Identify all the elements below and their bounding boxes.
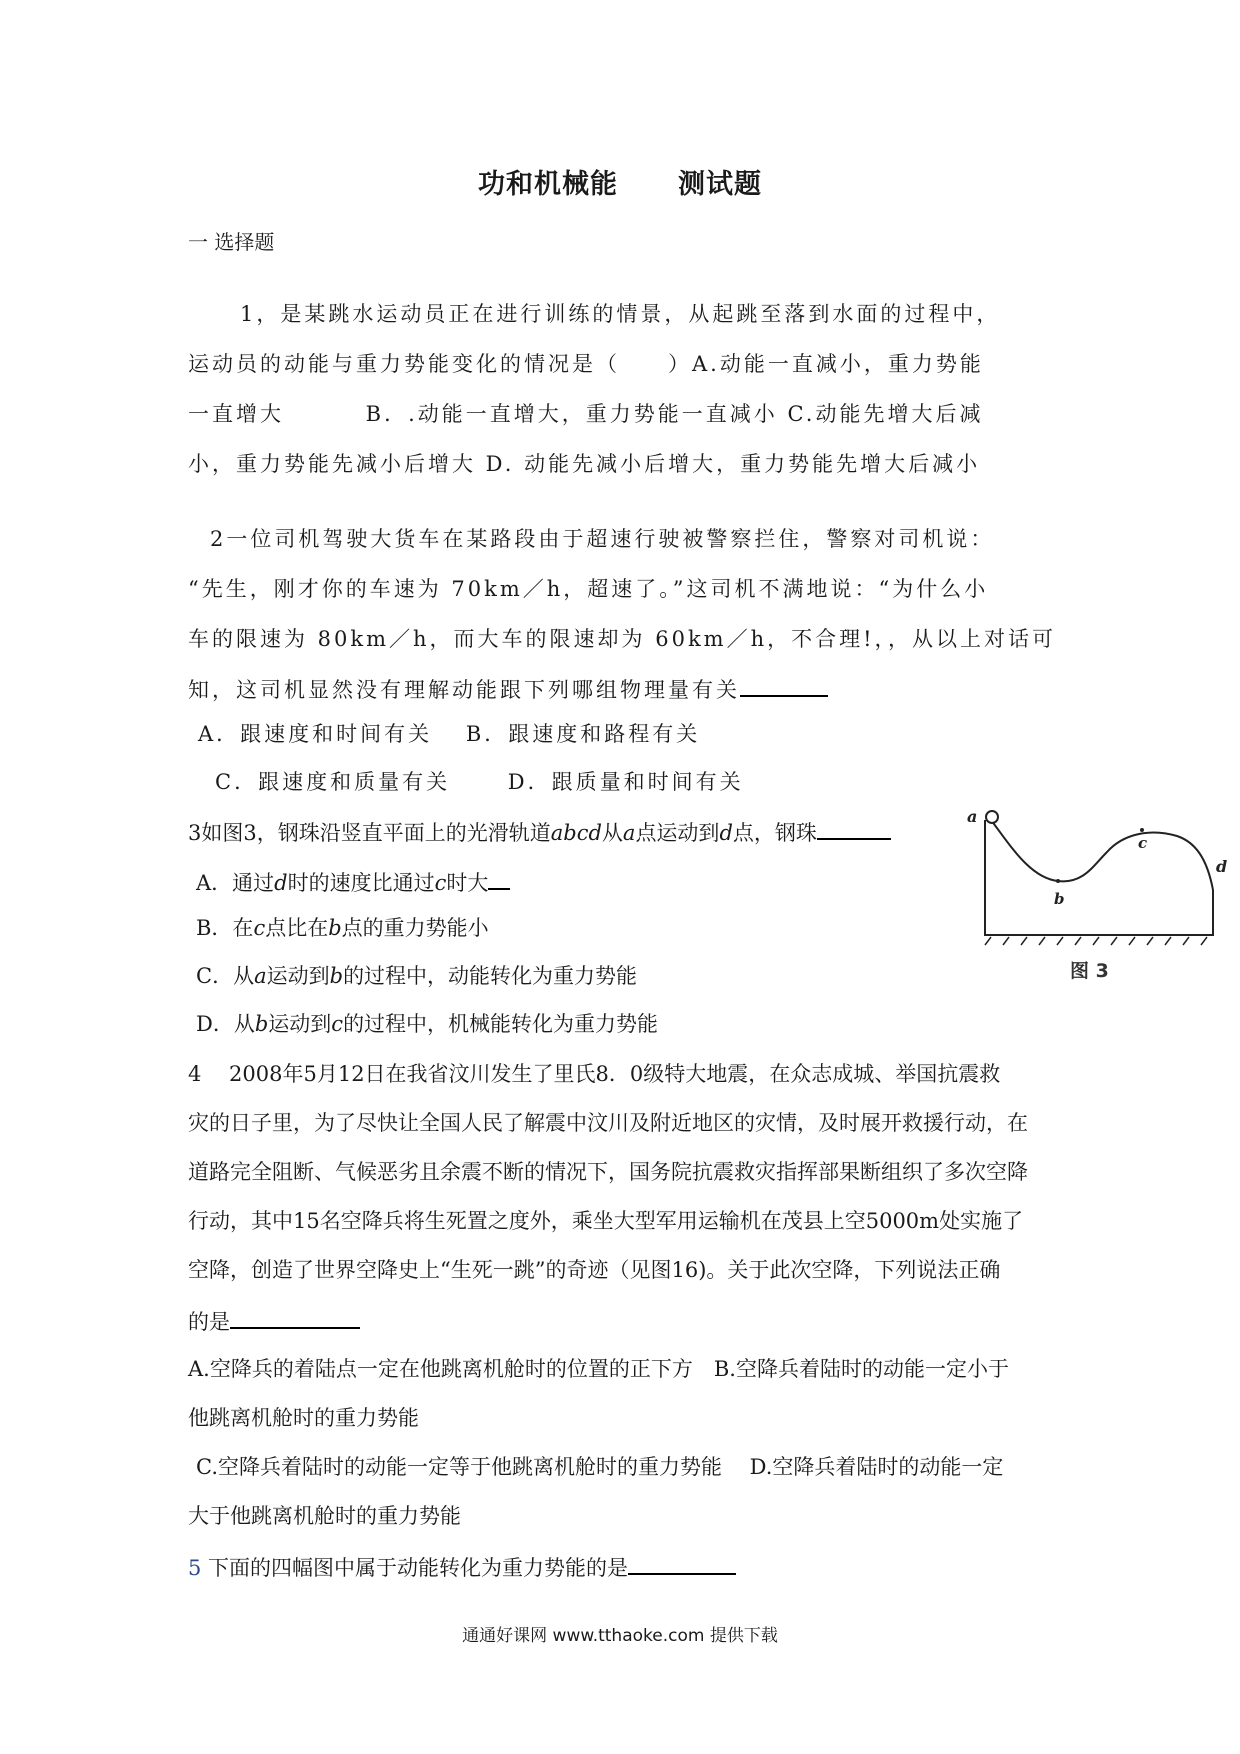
q3-option-b	[196, 914, 489, 942]
q2-line-1: 2一位司机驾驶大货车在某路段由于超速行驶被警察拦住，警察对司机说：	[210, 527, 995, 551]
option-text: 的过程中，机械能转化为重力势能	[343, 1012, 659, 1036]
point-label: b	[328, 916, 342, 940]
q2-line-3: 车的限速为 80km／h，而大车的限速却为 60km／h，不合理!，，从以上对话可	[188, 627, 1057, 651]
figure-caption: 图 3	[1070, 960, 1109, 982]
answer-blank[interactable]	[628, 1551, 736, 1575]
title-main: 功和机械能	[478, 169, 618, 200]
option-text: 点的重力势能小	[341, 916, 489, 940]
q4-option-line-4: 大于他跳离机舱时的重力势能	[188, 1504, 461, 1528]
q2-line-4	[188, 673, 828, 704]
point-c-marker	[1140, 828, 1144, 832]
q3-stem-text: 3如图3，钢珠沿竖直平面上的光滑轨道	[188, 821, 551, 845]
q1-line-3: 一直增大 B．.动能一直增大，重力势能一直减小 C.动能先增大后减	[188, 402, 984, 426]
label-d: d	[1216, 857, 1228, 876]
q3-point-a: a	[622, 821, 636, 845]
point-b-marker	[1056, 879, 1060, 883]
q1-line-2: 运动员的动能与重力势能变化的情况是（ ）A.动能一直减小，重力势能	[188, 352, 984, 376]
track-figure	[955, 800, 1240, 1000]
option-text: 运动到	[268, 1012, 332, 1036]
point-label: b	[329, 964, 344, 988]
q3-stem-text: 点运动到	[635, 821, 720, 845]
track-curve	[991, 820, 1213, 890]
q4-option-line-3: C.空降兵着陆时的动能一定等于他跳离机舱时的重力势能 D.空降兵着陆时的动能一定	[196, 1455, 1004, 1479]
q3-track-label: abcd	[550, 821, 602, 845]
answer-blank[interactable]	[488, 866, 510, 890]
label-b: b	[1054, 890, 1065, 908]
title-sub: 测试题	[678, 169, 762, 200]
q4-option-line-2: 他跳离机舱时的重力势能	[188, 1406, 419, 1430]
q3-stem-text: 点，钢珠	[732, 821, 817, 845]
q2-line-2: “先生，刚才你的车速为 70km／h，超速了。”这司机不满地说：“为什么小	[188, 577, 989, 601]
option-text: 运动到	[266, 964, 330, 988]
q3-option-d	[196, 1010, 658, 1038]
page-footer: 通通好课网 www.tthaoke.com 提供下载	[462, 1626, 778, 1646]
answer-blank[interactable]	[740, 673, 828, 697]
point-label: d	[274, 871, 288, 895]
ground-hatching	[985, 937, 1207, 945]
label-a: a	[967, 807, 978, 826]
q2-options-1: A．跟速度和时间有关 B．跟速度和路程有关	[198, 722, 701, 746]
q4-line-2: 灾的日子里，为了尽快让全国人民了解震中汶川及附近地区的灾情，及时展开救援行动，在	[188, 1111, 1028, 1135]
q5-text: 下面的四幅图中属于动能转化为重力势能的是	[201, 1556, 629, 1580]
answer-blank[interactable]	[230, 1305, 360, 1329]
q1-line-4: 小，重力势能先减小后增大 D. 动能先减小后增大，重力势能先增大后减小	[188, 452, 981, 476]
option-text: 点比在	[265, 916, 329, 940]
q4-line-5: 空降，创造了世界空降史上“生死一跳”的奇迹（见图16)。关于此次空降，下列说法正确	[188, 1258, 1001, 1282]
point-label: b	[254, 1012, 269, 1036]
q3-option-a	[196, 866, 510, 897]
label-c: c	[1138, 834, 1148, 852]
point-label: c	[434, 871, 447, 895]
steel-ball	[986, 811, 998, 823]
page-title	[0, 162, 1240, 201]
q3-option-c	[196, 962, 637, 990]
section-heading: 一 选择题	[188, 230, 275, 254]
q4-line-1: 4 2008年5月12日在我省汶川发生了里氏8．0级特大地震，在众志成城、举国抗震救	[188, 1062, 1001, 1086]
q2-line-4-text: 知，这司机显然没有理解动能跟下列哪组物理量有关	[188, 678, 740, 702]
option-text: D．从	[196, 1012, 255, 1036]
q4-line-6-text: 的是	[188, 1310, 230, 1334]
option-text: 的过程中，动能转化为重力势能	[343, 964, 638, 988]
option-text: 时的速度比通过	[287, 871, 435, 895]
point-label: c	[331, 1012, 344, 1036]
q2-options-2: C．跟速度和质量有关 D．跟质量和时间有关	[215, 770, 744, 794]
point-label: c	[253, 916, 266, 940]
q5-line	[188, 1551, 736, 1582]
q3-stem-text: 从	[601, 821, 623, 845]
q5-number: 5	[188, 1556, 202, 1580]
q4-line-4: 行动，其中15名空降兵将生死置之度外，乘坐大型军用运输机在茂县上空5000m处实施了	[188, 1209, 1024, 1233]
option-text: C．从	[196, 964, 255, 988]
option-text: 时大	[446, 871, 489, 895]
point-label: a	[254, 964, 267, 988]
q3-stem	[188, 816, 891, 847]
q1-line-1: 1，是某跳水运动员正在进行训练的情景，从起跳至落到水面的过程中，	[240, 302, 1001, 326]
q4-option-line-1: A.空降兵的着陆点一定在他跳离机舱时的位置的正下方 B.空降兵着陆时的动能一定小于	[188, 1357, 1009, 1381]
q4-line-6	[188, 1305, 360, 1336]
option-text: B．在	[196, 916, 254, 940]
q4-line-3: 道路完全阻断、气候恶劣且余震不断的情况下，国务院抗震救灾指挥部果断组织了多次空降	[188, 1160, 1028, 1184]
q3-point-d: d	[719, 821, 733, 845]
answer-blank[interactable]	[817, 816, 891, 840]
option-text: A．通过	[196, 871, 275, 895]
